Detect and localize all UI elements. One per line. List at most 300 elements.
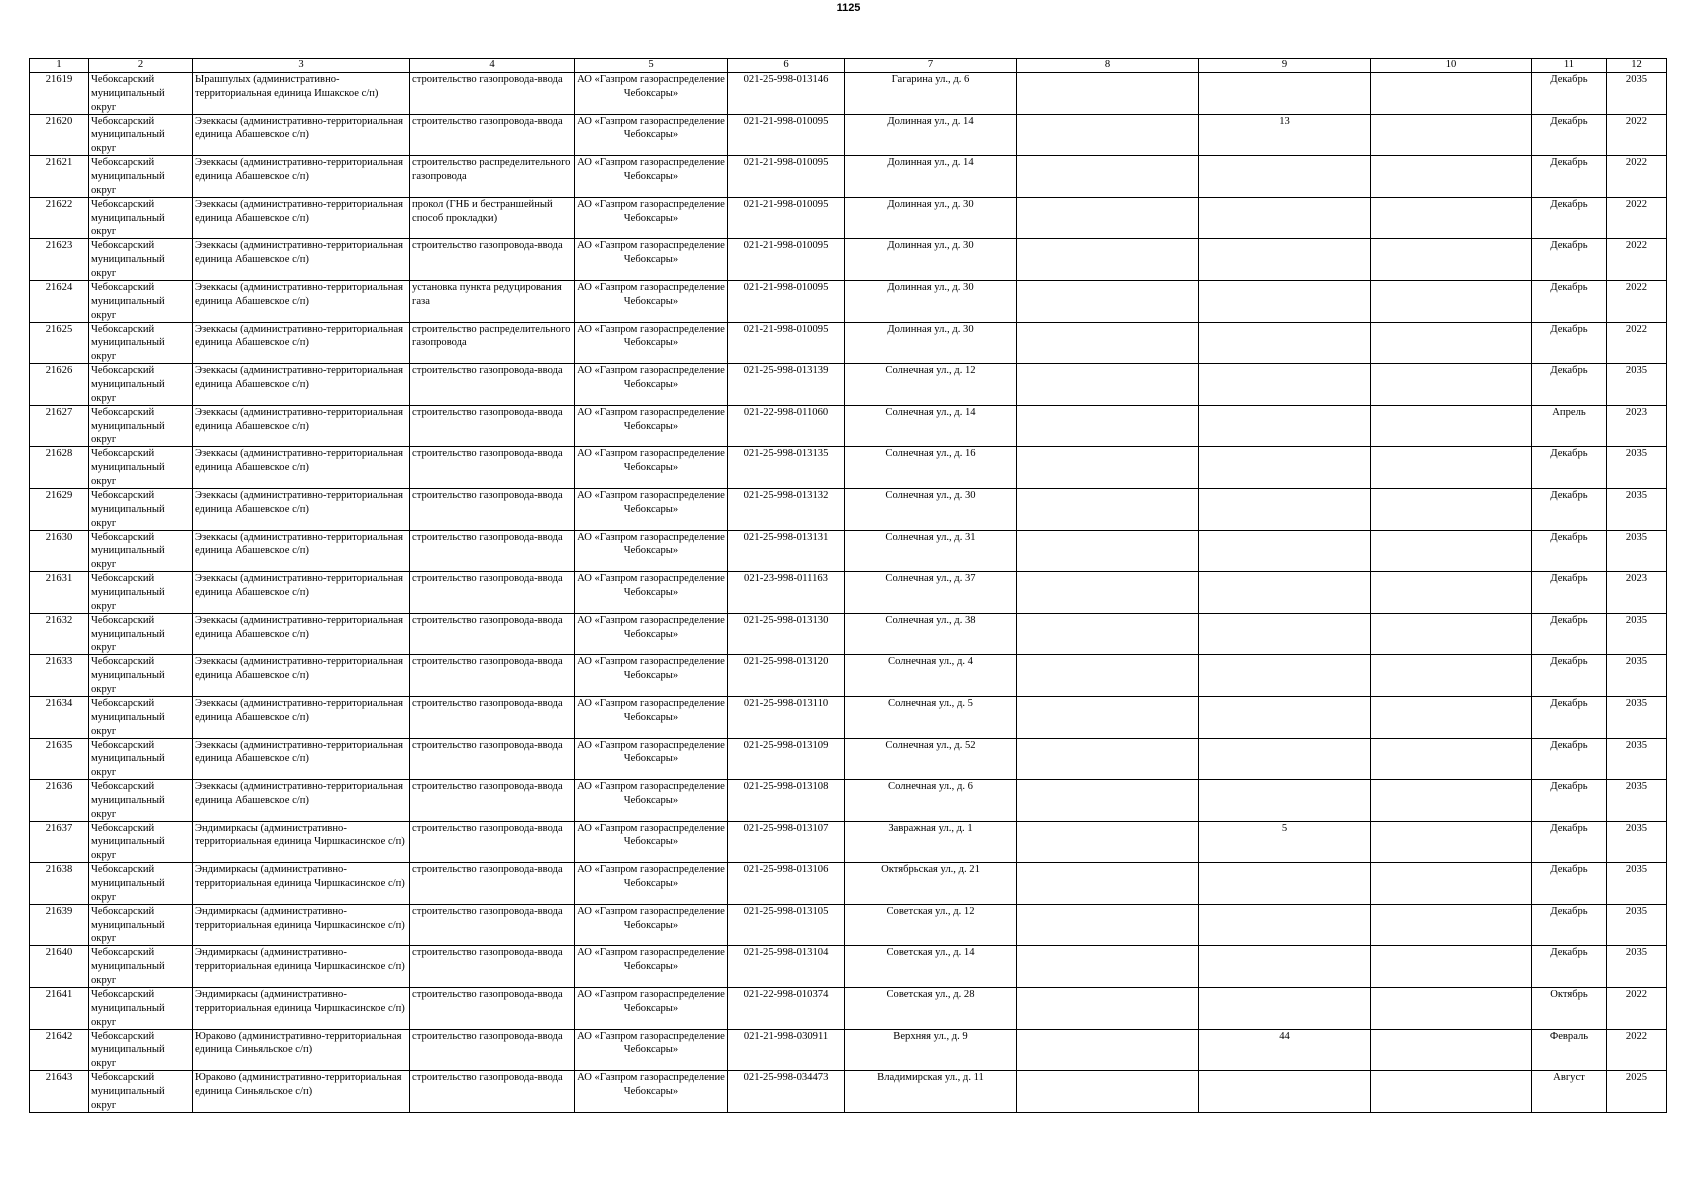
row-number-cell-text: 21629 — [45, 489, 73, 501]
district-cell — [89, 946, 193, 988]
settlement-cell — [193, 946, 410, 988]
organization-cell-text: АО «Газпром газораспределение Чебоксары» — [577, 74, 725, 99]
column-9-cell — [1199, 946, 1371, 988]
settlement-cell-text: Эзеккасы (административно-территориальная единица Абашевское с/п) — [195, 697, 404, 723]
year-cell-text: 2023 — [1625, 573, 1648, 585]
district-cell — [89, 280, 193, 322]
year-cell — [1607, 197, 1667, 239]
organization-cell-text: АО «Газпром газораспределение Чебоксары» — [577, 406, 725, 432]
column-9-cell — [1199, 364, 1371, 406]
column-10-cell-text — [1373, 531, 1529, 572]
column-10-cell — [1371, 447, 1532, 489]
year-cell — [1607, 156, 1667, 198]
district-cell — [89, 572, 193, 614]
work-type-cell — [410, 114, 575, 156]
year-cell-text: 2022 — [1625, 157, 1648, 169]
district-cell — [89, 197, 193, 239]
work-type-cell — [410, 364, 575, 406]
row-number-cell-text: 21642 — [45, 1030, 73, 1042]
settlement-cell — [193, 114, 410, 156]
object-code-cell — [728, 197, 845, 239]
column-10-cell — [1371, 946, 1532, 988]
address-cell-text: Долинная ул., д. 30 — [887, 323, 974, 335]
object-code-cell-text: 021-22-998-011060 — [743, 406, 829, 418]
column-10-cell — [1371, 655, 1532, 697]
district-cell-text: Чебоксарский муниципальный округ — [91, 989, 165, 1028]
organization-cell — [575, 488, 728, 530]
work-type-cell-text: прокол (ГНБ и бестраншейный способ прокладки) — [412, 198, 553, 224]
row-number-cell — [30, 488, 89, 530]
address-cell-text: Солнечная ул., д. 5 — [888, 697, 973, 709]
work-type-cell — [410, 1071, 575, 1113]
month-cell — [1532, 156, 1607, 198]
year-cell-text: 2035 — [1625, 822, 1648, 834]
settlement-cell-text: Эзеккасы (административно-территориальная единица Абашевское с/п) — [195, 781, 404, 806]
column-8-cell — [1017, 488, 1199, 530]
column-9-cell — [1199, 1071, 1371, 1113]
organization-cell — [575, 946, 728, 988]
row-number-cell-text: 21635 — [45, 739, 73, 751]
column-10-cell — [1371, 988, 1532, 1030]
column-9-cell-text — [1201, 739, 1368, 780]
settlement-cell — [193, 405, 410, 447]
column-8-cell-text — [1019, 323, 1196, 364]
column-8-cell — [1017, 988, 1199, 1030]
column-10-cell — [1371, 239, 1532, 281]
table-row — [30, 946, 1667, 988]
address-cell — [845, 821, 1017, 863]
column-8-cell — [1017, 780, 1199, 822]
month-cell-text: Декабрь — [1550, 864, 1588, 876]
row-number-cell-text: 21622 — [45, 198, 73, 210]
column-9-cell-text — [1201, 447, 1368, 488]
organization-cell-text: АО «Газпром газораспределение Чебоксары» — [577, 989, 725, 1014]
settlement-cell-text: Эзеккасы (административно-территориальная единица Абашевское с/п) — [195, 489, 404, 515]
settlement-cell — [193, 572, 410, 614]
column-9-cell-text — [1201, 946, 1368, 987]
year-cell — [1607, 613, 1667, 655]
column-9-cell — [1199, 73, 1371, 115]
address-cell — [845, 1071, 1017, 1113]
work-type-cell-text: строительство газопровода-ввода — [412, 240, 563, 252]
row-number-cell — [30, 988, 89, 1030]
column-8-cell-text — [1019, 115, 1196, 156]
row-number-cell-text: 21636 — [45, 781, 73, 793]
column-8-cell — [1017, 530, 1199, 572]
column-10-cell — [1371, 738, 1532, 780]
year-cell-text: 2035 — [1625, 531, 1648, 543]
month-cell — [1532, 863, 1607, 905]
district-cell-text: Чебоксарский муниципальный округ — [91, 781, 165, 820]
row-number-cell — [30, 696, 89, 738]
work-type-cell-text: строительство газопровода-ввода — [412, 905, 563, 917]
organization-cell — [575, 156, 728, 198]
column-9-cell-text — [1201, 239, 1368, 280]
object-code-cell — [728, 239, 845, 281]
month-cell-text: Декабрь — [1550, 198, 1588, 210]
address-cell-text: Советская ул., д. 28 — [886, 989, 975, 1001]
address-cell-text: Долинная ул., д. 30 — [887, 198, 974, 210]
column-8-cell — [1017, 239, 1199, 281]
object-code-cell-text: 021-21-998-030911 — [743, 1030, 829, 1042]
column-9-cell-text — [1201, 655, 1368, 696]
row-number-cell-text: 21630 — [45, 531, 73, 543]
month-cell-text: Октябрь — [1550, 989, 1588, 1001]
organization-cell — [575, 572, 728, 614]
column-8-cell — [1017, 73, 1199, 115]
object-code-cell-text: 021-25-998-013120 — [743, 656, 829, 668]
district-cell — [89, 364, 193, 406]
year-cell — [1607, 239, 1667, 281]
column-9-cell — [1199, 780, 1371, 822]
year-cell — [1607, 280, 1667, 322]
district-cell-text: Чебоксарский муниципальный округ — [91, 531, 165, 571]
column-8-cell — [1017, 156, 1199, 198]
row-number-cell — [30, 863, 89, 905]
row-number-cell-text: 21623 — [45, 240, 73, 252]
column-8-cell — [1017, 904, 1199, 946]
object-code-cell-text: 021-25-998-013139 — [743, 365, 829, 377]
table-row — [30, 696, 1667, 738]
month-cell-text: Декабрь — [1550, 365, 1588, 377]
column-header-7: 7 — [845, 59, 1017, 73]
column-header-2: 2 — [89, 59, 193, 73]
district-cell — [89, 780, 193, 822]
settlement-cell — [193, 821, 410, 863]
column-8-cell-text — [1019, 1071, 1196, 1112]
object-code-cell-text: 021-22-998-010374 — [743, 989, 829, 1001]
column-9-cell-text — [1201, 364, 1368, 405]
address-cell-text: Советская ул., д. 14 — [886, 947, 975, 959]
year-cell-text: 2035 — [1625, 489, 1648, 501]
district-cell-text: Чебоксарский муниципальный округ — [91, 947, 165, 987]
settlement-cell-text: Эзеккасы (административно-территориальная единица Абашевское с/п) — [195, 739, 404, 765]
table-row — [30, 73, 1667, 115]
district-cell-text: Чебоксарский муниципальный округ — [91, 1030, 165, 1070]
year-cell — [1607, 488, 1667, 530]
object-code-cell-text: 021-21-998-010095 — [743, 198, 829, 210]
month-cell-text: Декабрь — [1550, 822, 1588, 834]
row-number-cell — [30, 613, 89, 655]
column-9-cell-text: 44 — [1279, 1030, 1290, 1042]
row-number-cell-text: 21624 — [45, 281, 73, 293]
month-cell-text: Август — [1553, 1072, 1585, 1084]
district-cell-text: Чебоксарский муниципальный округ — [91, 656, 165, 695]
address-cell — [845, 239, 1017, 281]
object-code-cell-text: 021-21-998-010095 — [743, 115, 829, 127]
district-cell — [89, 447, 193, 489]
column-10-cell — [1371, 530, 1532, 572]
year-cell-text: 2035 — [1625, 365, 1648, 377]
column-8-cell — [1017, 946, 1199, 988]
table-row — [30, 821, 1667, 863]
settlement-cell — [193, 364, 410, 406]
address-cell — [845, 73, 1017, 115]
organization-cell — [575, 1029, 728, 1071]
organization-cell — [575, 780, 728, 822]
column-8-cell — [1017, 364, 1199, 406]
settlement-cell — [193, 73, 410, 115]
column-9-cell — [1199, 572, 1371, 614]
settlement-cell-text: Эндимиркасы (административно-территориальная единица Чиршкасинское с/п) — [195, 905, 405, 931]
address-cell — [845, 572, 1017, 614]
work-type-cell-text: строительство газопровода-ввода — [412, 781, 563, 793]
settlement-cell — [193, 156, 410, 198]
settlement-cell-text: Эзеккасы (административно-территориальная единица Абашевское с/п) — [195, 573, 404, 598]
page-number: 1125 — [836, 2, 861, 14]
object-code-cell — [728, 1029, 845, 1071]
column-9-cell-text — [1201, 780, 1368, 821]
month-cell — [1532, 322, 1607, 364]
row-number-cell — [30, 572, 89, 614]
address-cell — [845, 904, 1017, 946]
settlement-cell-text: Эндимиркасы (административно-территориальная единица Чиршкасинское с/п) — [195, 864, 405, 890]
work-type-cell — [410, 696, 575, 738]
object-code-cell-text: 021-25-998-013109 — [743, 739, 829, 751]
settlement-cell-text: Эзеккасы (административно-территориальная единица Абашевское с/п) — [195, 448, 404, 474]
column-10-cell-text — [1373, 447, 1529, 488]
object-code-cell — [728, 280, 845, 322]
settlement-cell-text: Эндимиркасы (административно-территориальная единица Чиршкасинское с/п) — [195, 822, 405, 848]
year-cell-text: 2035 — [1625, 739, 1648, 751]
settlement-cell — [193, 863, 410, 905]
year-cell-text: 2035 — [1625, 448, 1648, 460]
work-type-cell-text: строительство газопровода-ввода — [412, 656, 563, 668]
district-cell — [89, 904, 193, 946]
settlement-cell — [193, 696, 410, 738]
column-10-cell-text — [1373, 364, 1529, 405]
work-type-cell — [410, 488, 575, 530]
column-9-cell — [1199, 821, 1371, 863]
district-cell — [89, 73, 193, 115]
month-cell — [1532, 405, 1607, 447]
settlement-cell — [193, 530, 410, 572]
gasification-register-table — [29, 58, 1667, 1113]
month-cell-text: Декабрь — [1550, 573, 1588, 585]
object-code-cell — [728, 405, 845, 447]
column-10-cell — [1371, 613, 1532, 655]
month-cell — [1532, 1071, 1607, 1113]
organization-cell-text: АО «Газпром газораспределение Чебоксары» — [577, 822, 725, 848]
settlement-cell — [193, 280, 410, 322]
district-cell — [89, 821, 193, 863]
column-9-cell-text — [1201, 905, 1368, 946]
row-number-cell — [30, 239, 89, 281]
month-cell — [1532, 1029, 1607, 1071]
column-8-cell-text — [1019, 156, 1196, 197]
object-code-cell-text: 021-25-998-013146 — [743, 74, 829, 85]
address-cell — [845, 738, 1017, 780]
organization-cell-text: АО «Газпром газораспределение Чебоксары» — [577, 115, 725, 141]
address-cell — [845, 197, 1017, 239]
address-cell — [845, 488, 1017, 530]
object-code-cell-text: 021-25-998-013135 — [743, 448, 829, 460]
column-8-cell-text — [1019, 447, 1196, 488]
month-cell — [1532, 73, 1607, 115]
column-8-cell — [1017, 821, 1199, 863]
year-cell — [1607, 322, 1667, 364]
settlement-cell-text: Эзеккасы (административно-территориальная единица Абашевское с/п) — [195, 614, 404, 640]
month-cell-text: Декабрь — [1550, 905, 1588, 917]
column-8-cell-text — [1019, 572, 1196, 613]
year-cell-text: 2022 — [1625, 989, 1648, 1001]
month-cell — [1532, 655, 1607, 697]
object-code-cell-text: 021-25-998-013130 — [743, 614, 829, 626]
object-code-cell-text: 021-23-998-011163 — [744, 573, 828, 585]
year-cell — [1607, 988, 1667, 1030]
district-cell-text: Чебоксарский муниципальный округ — [91, 323, 165, 363]
organization-cell-text: АО «Газпром газораспределение Чебоксары» — [577, 1072, 725, 1098]
header-row — [30, 59, 1667, 73]
column-9-cell-text — [1201, 73, 1368, 114]
table-row — [30, 488, 1667, 530]
address-cell — [845, 322, 1017, 364]
object-code-cell — [728, 447, 845, 489]
year-cell — [1607, 863, 1667, 905]
address-cell-text: Владимирская ул., д. 11 — [877, 1072, 984, 1084]
row-number-cell — [30, 1071, 89, 1113]
month-cell — [1532, 613, 1607, 655]
object-code-cell — [728, 780, 845, 822]
year-cell — [1607, 780, 1667, 822]
column-9-cell — [1199, 863, 1371, 905]
year-cell — [1607, 530, 1667, 572]
month-cell-text: Декабрь — [1550, 656, 1588, 668]
column-9-cell-text — [1201, 489, 1368, 530]
table-row — [30, 613, 1667, 655]
year-cell — [1607, 1071, 1667, 1113]
organization-cell — [575, 821, 728, 863]
object-code-cell-text: 021-21-998-010095 — [743, 281, 829, 293]
work-type-cell — [410, 988, 575, 1030]
column-10-cell — [1371, 364, 1532, 406]
column-9-cell-text — [1201, 281, 1368, 322]
column-header-6: 6 — [728, 59, 845, 73]
work-type-cell-text: строительство газопровода-ввода — [412, 365, 563, 377]
table-row — [30, 322, 1667, 364]
column-10-cell-text — [1373, 156, 1529, 197]
column-10-cell-text — [1373, 489, 1529, 530]
settlement-cell-text: Юраково (административно-территориальная единица Синьяльское с/п) — [195, 1072, 402, 1098]
column-8-cell — [1017, 197, 1199, 239]
month-cell — [1532, 988, 1607, 1030]
column-header-3: 3 — [193, 59, 410, 73]
address-cell — [845, 530, 1017, 572]
column-10-cell-text — [1373, 780, 1529, 821]
work-type-cell-text: строительство распределительного газопровода — [412, 157, 571, 182]
row-number-cell — [30, 821, 89, 863]
organization-cell — [575, 364, 728, 406]
table-body — [30, 73, 1667, 1113]
organization-cell — [575, 114, 728, 156]
settlement-cell-text: Эзеккасы (административно-территориальная единица Абашевское с/п) — [195, 115, 404, 141]
settlement-cell-text: Эзеккасы (административно-территориальная единица Абашевское с/п) — [195, 323, 404, 349]
work-type-cell — [410, 946, 575, 988]
work-type-cell — [410, 197, 575, 239]
address-cell — [845, 114, 1017, 156]
address-cell-text: Завражная ул., д. 1 — [888, 822, 973, 834]
work-type-cell — [410, 447, 575, 489]
row-number-cell-text: 21627 — [45, 406, 73, 418]
work-type-cell — [410, 156, 575, 198]
object-code-cell — [728, 572, 845, 614]
address-cell-text: Солнечная ул., д. 31 — [885, 531, 976, 543]
table-row — [30, 197, 1667, 239]
district-cell — [89, 488, 193, 530]
column-8-cell — [1017, 738, 1199, 780]
work-type-cell-text: строительство газопровода-ввода — [412, 531, 563, 543]
column-8-cell — [1017, 1071, 1199, 1113]
organization-cell-text: АО «Газпром газораспределение Чебоксары» — [577, 157, 725, 182]
work-type-cell-text: строительство газопровода-ввода — [412, 406, 563, 418]
month-cell-text: Апрель — [1552, 406, 1586, 418]
column-9-cell-text — [1201, 1071, 1368, 1112]
district-cell-text: Чебоксарский муниципальный округ — [91, 157, 165, 196]
address-cell — [845, 988, 1017, 1030]
district-cell — [89, 114, 193, 156]
address-cell-text: Солнечная ул., д. 16 — [885, 448, 976, 460]
organization-cell-text: АО «Газпром газораспределение Чебоксары» — [577, 531, 725, 557]
work-type-cell — [410, 239, 575, 281]
organization-cell — [575, 280, 728, 322]
column-9-cell — [1199, 738, 1371, 780]
column-8-cell — [1017, 405, 1199, 447]
address-cell-text: Гагарина ул., д. 6 — [891, 74, 970, 85]
settlement-cell — [193, 197, 410, 239]
row-number-cell — [30, 364, 89, 406]
district-cell-text: Чебоксарский муниципальный округ — [91, 822, 165, 862]
column-10-cell — [1371, 863, 1532, 905]
column-8-cell-text — [1019, 489, 1196, 530]
month-cell-text: Декабрь — [1550, 947, 1588, 959]
organization-cell — [575, 73, 728, 115]
column-10-cell-text — [1373, 739, 1529, 780]
address-cell-text: Солнечная ул., д. 38 — [885, 614, 976, 626]
work-type-cell — [410, 530, 575, 572]
column-10-cell-text — [1373, 822, 1529, 863]
settlement-cell-text: Эзеккасы (административно-территориальная единица Абашевское с/п) — [195, 365, 404, 390]
column-10-cell-text — [1373, 323, 1529, 364]
column-9-cell — [1199, 197, 1371, 239]
settlement-cell-text: Эндимиркасы (административно-территориальная единица Чиршкасинское с/п) — [195, 989, 405, 1014]
object-code-cell-text: 021-21-998-010095 — [743, 240, 829, 252]
settlement-cell — [193, 322, 410, 364]
work-type-cell — [410, 280, 575, 322]
column-10-cell — [1371, 73, 1532, 115]
month-cell — [1532, 280, 1607, 322]
month-cell — [1532, 114, 1607, 156]
year-cell-text: 2035 — [1625, 947, 1648, 959]
district-cell — [89, 1029, 193, 1071]
object-code-cell-text: 021-25-998-013110 — [743, 697, 829, 709]
organization-cell-text: АО «Газпром газораспределение Чебоксары» — [577, 448, 725, 474]
column-10-cell-text — [1373, 281, 1529, 322]
column-8-cell-text — [1019, 863, 1196, 904]
row-number-cell — [30, 904, 89, 946]
table-row — [30, 1071, 1667, 1113]
column-9-cell — [1199, 696, 1371, 738]
object-code-cell — [728, 904, 845, 946]
column-9-cell-text: 13 — [1279, 115, 1290, 127]
object-code-cell — [728, 988, 845, 1030]
column-9-cell-text: 5 — [1281, 822, 1288, 834]
column-8-cell-text — [1019, 406, 1196, 447]
address-cell-text: Солнечная ул., д. 6 — [888, 781, 973, 793]
year-cell — [1607, 447, 1667, 489]
row-number-cell-text: 21628 — [45, 448, 73, 460]
column-9-cell-text — [1201, 531, 1368, 572]
work-type-cell-text: строительство распределительного газопровода — [412, 323, 571, 349]
